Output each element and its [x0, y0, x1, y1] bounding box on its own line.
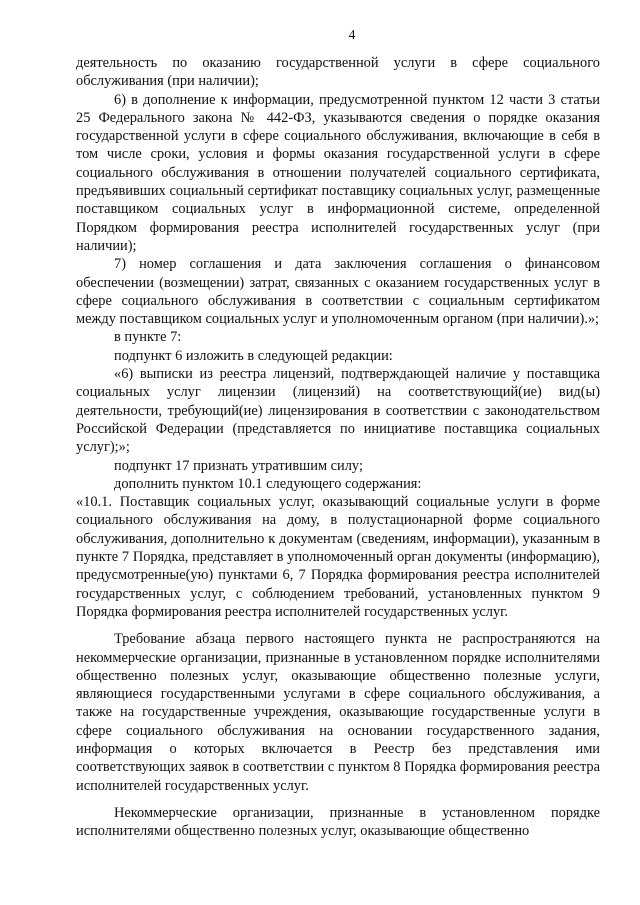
paragraph-6-subitem-6: «6) выписки из реестра лицензий, подтверждающей наличие у поставщика социальных услуг лицензии (лицензий) на соответствующий(ие) вид(ы) деятельности, требующий(ие) лицензирования в соответствии с законодательством Российской Федерации (представляется по инициативе поставщика социальных услуг);»; [76, 366, 600, 456]
paragraph-1: деятельность по оказанию государственной услуги в сфере социального обслуживания (при наличии); [76, 55, 600, 90]
paragraph-5: подпункт 6 изложить в следующей редакции: [114, 347, 393, 364]
paragraph-7: подпункт 17 признать утратившим силу; [114, 457, 363, 474]
paragraph-3-item-7: 7) номер соглашения и дата заключения соглашения о финансовом обеспечении (возмещении) затрат, связанных с оказанием государственных услуг в сфере социального обслуживания в соответствии с социальным сертификатом между поставщиком социальных услуг и уполномоченным органом (при наличии).»; [76, 256, 600, 328]
paragraph-2-item-6: 6) в дополнение к информации, предусмотренной пунктом 12 части 3 статьи 25 Федерального закона № 442-ФЗ, указываются сведения о порядке оказания государственной услуги в сфере социального обслуживания, включающие в себя в том числе сроки, условия и формы оказания государственной услуги в сфере социального обслуживания в отношении получателей социального сертификата, предъявивших социальный сертификат поставщику социальных услуг, размещенные поставщиком социальных услуг в информационной системе, определенной Порядком формирования реестра исполнителей государственных услуг (при наличии); [76, 91, 600, 254]
paragraph-9-item-10-1: «10.1. Поставщик социальных услуг, оказывающий социальные услуги в форме социального обслуживания на дому, в полустационарной форме социального обслуживания, дополнительно к документам (сведениям, информации), указанным в пункте 7 Порядка, представляет в уполномоченный орган документы (информацию), предусмотренные(ую) пунктами 6, 7 Порядка формирования реестра исполнителей государственных услуг, с соблюдением требований, установленных пунктом 9 Порядка формирования реестра исполнителей государственных услуг. [76, 494, 600, 620]
paragraph-8: дополнить пунктом 10.1 следующего содержания: [114, 475, 422, 492]
paragraph-4: в пункте 7: [114, 329, 182, 346]
paragraph-10: Требование абзаца первого настоящего пункта не распространяются на некоммерческие организации, признанные в установленном порядке исполнителями общественно полезных услуг, оказывающие общественно полезные услуги, являющиеся государственными услугами в сфере социального обслуживания, а также на государственные учреждения, оказывающие государственные услуги в сфере социального обслуживания на основании государственного задания, информация о которых включается в Реестр без представления ими соответствующих заявок в соответствии с пунктом 8 Порядка формирования реестра исполнителей государственных услуг. [76, 631, 600, 794]
paragraph-11: Некоммерческие организации, признанные в установленном порядке исполнителями общественно полезных услуг, оказывающие общественно [76, 804, 600, 840]
page-number: 4 [348, 27, 356, 42]
